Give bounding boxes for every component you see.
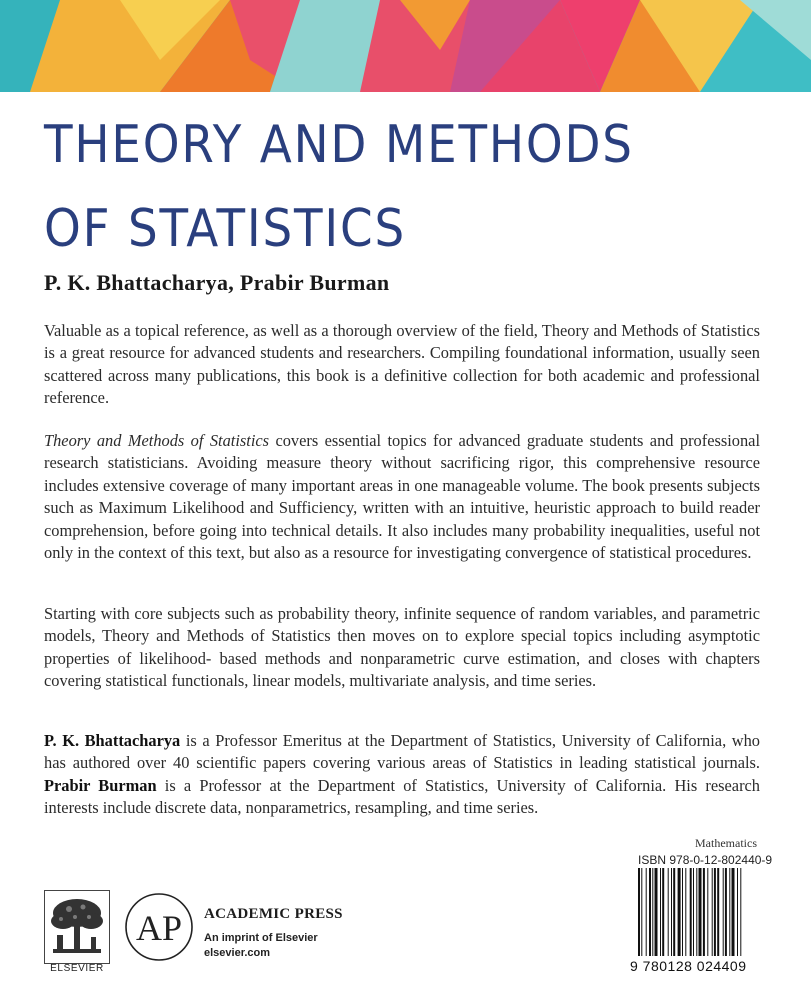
isbn-label: ISBN 978-0-12-802440-9: [638, 853, 773, 867]
elsevier-tree-icon: [45, 891, 109, 963]
elsevier-label: ELSEVIER: [50, 963, 104, 974]
publisher-url: elsevier.com: [204, 947, 271, 959]
book-title-italic: Theory and Methods of Statistics: [44, 431, 270, 450]
bio-author-1: P. K. Bhattacharya: [44, 731, 181, 750]
bio-author-2: Prabir Burman: [44, 775, 157, 795]
cover-banner: [0, 0, 811, 92]
book-title: [44, 103, 710, 271]
barcode-digits: 9 780128 024409: [630, 958, 747, 974]
barcode: [638, 868, 766, 960]
title-line-2: OF STATISTICS: [44, 199, 406, 259]
imprint-label: An imprint of Elsevier: [204, 932, 318, 944]
ap-monogram: AP: [135, 908, 183, 948]
description-paragraph-3: Starting with core subjects such as probability theory, infinite sequence of random variables, and parametric models, Theory and Methods of Statistics then moves on to explore special topics including asymptotic properties of likelihood- based methods and nonparametric curve estimation, and closes with chapters covering statistical functionals, linear models, multivariate analysis, and time series.: [44, 604, 760, 691]
title-line-1: THEORY AND METHODS: [44, 115, 634, 175]
bio-author-2-text: is a Professor at the Department of Statistics, University of California. His research interests include discrete data, nonparametrics, resampling, and time series.: [44, 775, 760, 818]
academic-press-logo-icon: [124, 892, 194, 962]
subject-label: Mathematics: [695, 836, 757, 850]
description-paragraph-2: [44, 430, 760, 564]
description-paragraph-2-text: covers essential topics for advanced graduate students and professional research statisticians. Avoiding measure theory without sacrificing rigor, this comprehensive resource includes extensive coverage of many important areas in one manageable volume. The book presents subjects such as Maximum Likelihood and Sufficiency, written with an intuitive, heuristic approach to build reader comprehension, before going into technical details. It also includes many probability inequalities, useful not only in the context of this text, but also as a resource for investigating convergence of statistical procedures.: [44, 431, 760, 563]
description-paragraph-1: Valuable as a topical reference, as well as a thorough overview of the field, Theory and Methods of Statistics is a great resource for advanced students and researchers. Compiling foundational information, usually seen scattered across many publications, this book is a definitive collection for both academic and professional reference.: [44, 321, 760, 408]
academic-press-name: ACADEMIC PRESS: [204, 906, 343, 922]
author-bio: [44, 730, 760, 820]
bio-author-1-text: is a Professor Emeritus at the Department of Statistics, University of California, who has authored over 40 scientific papers covering various areas of Statistics in leading statistical journals.: [44, 731, 760, 773]
authors: P. K. Bhattacharya, Prabir Burman: [44, 270, 390, 295]
elsevier-logo: [44, 890, 110, 964]
